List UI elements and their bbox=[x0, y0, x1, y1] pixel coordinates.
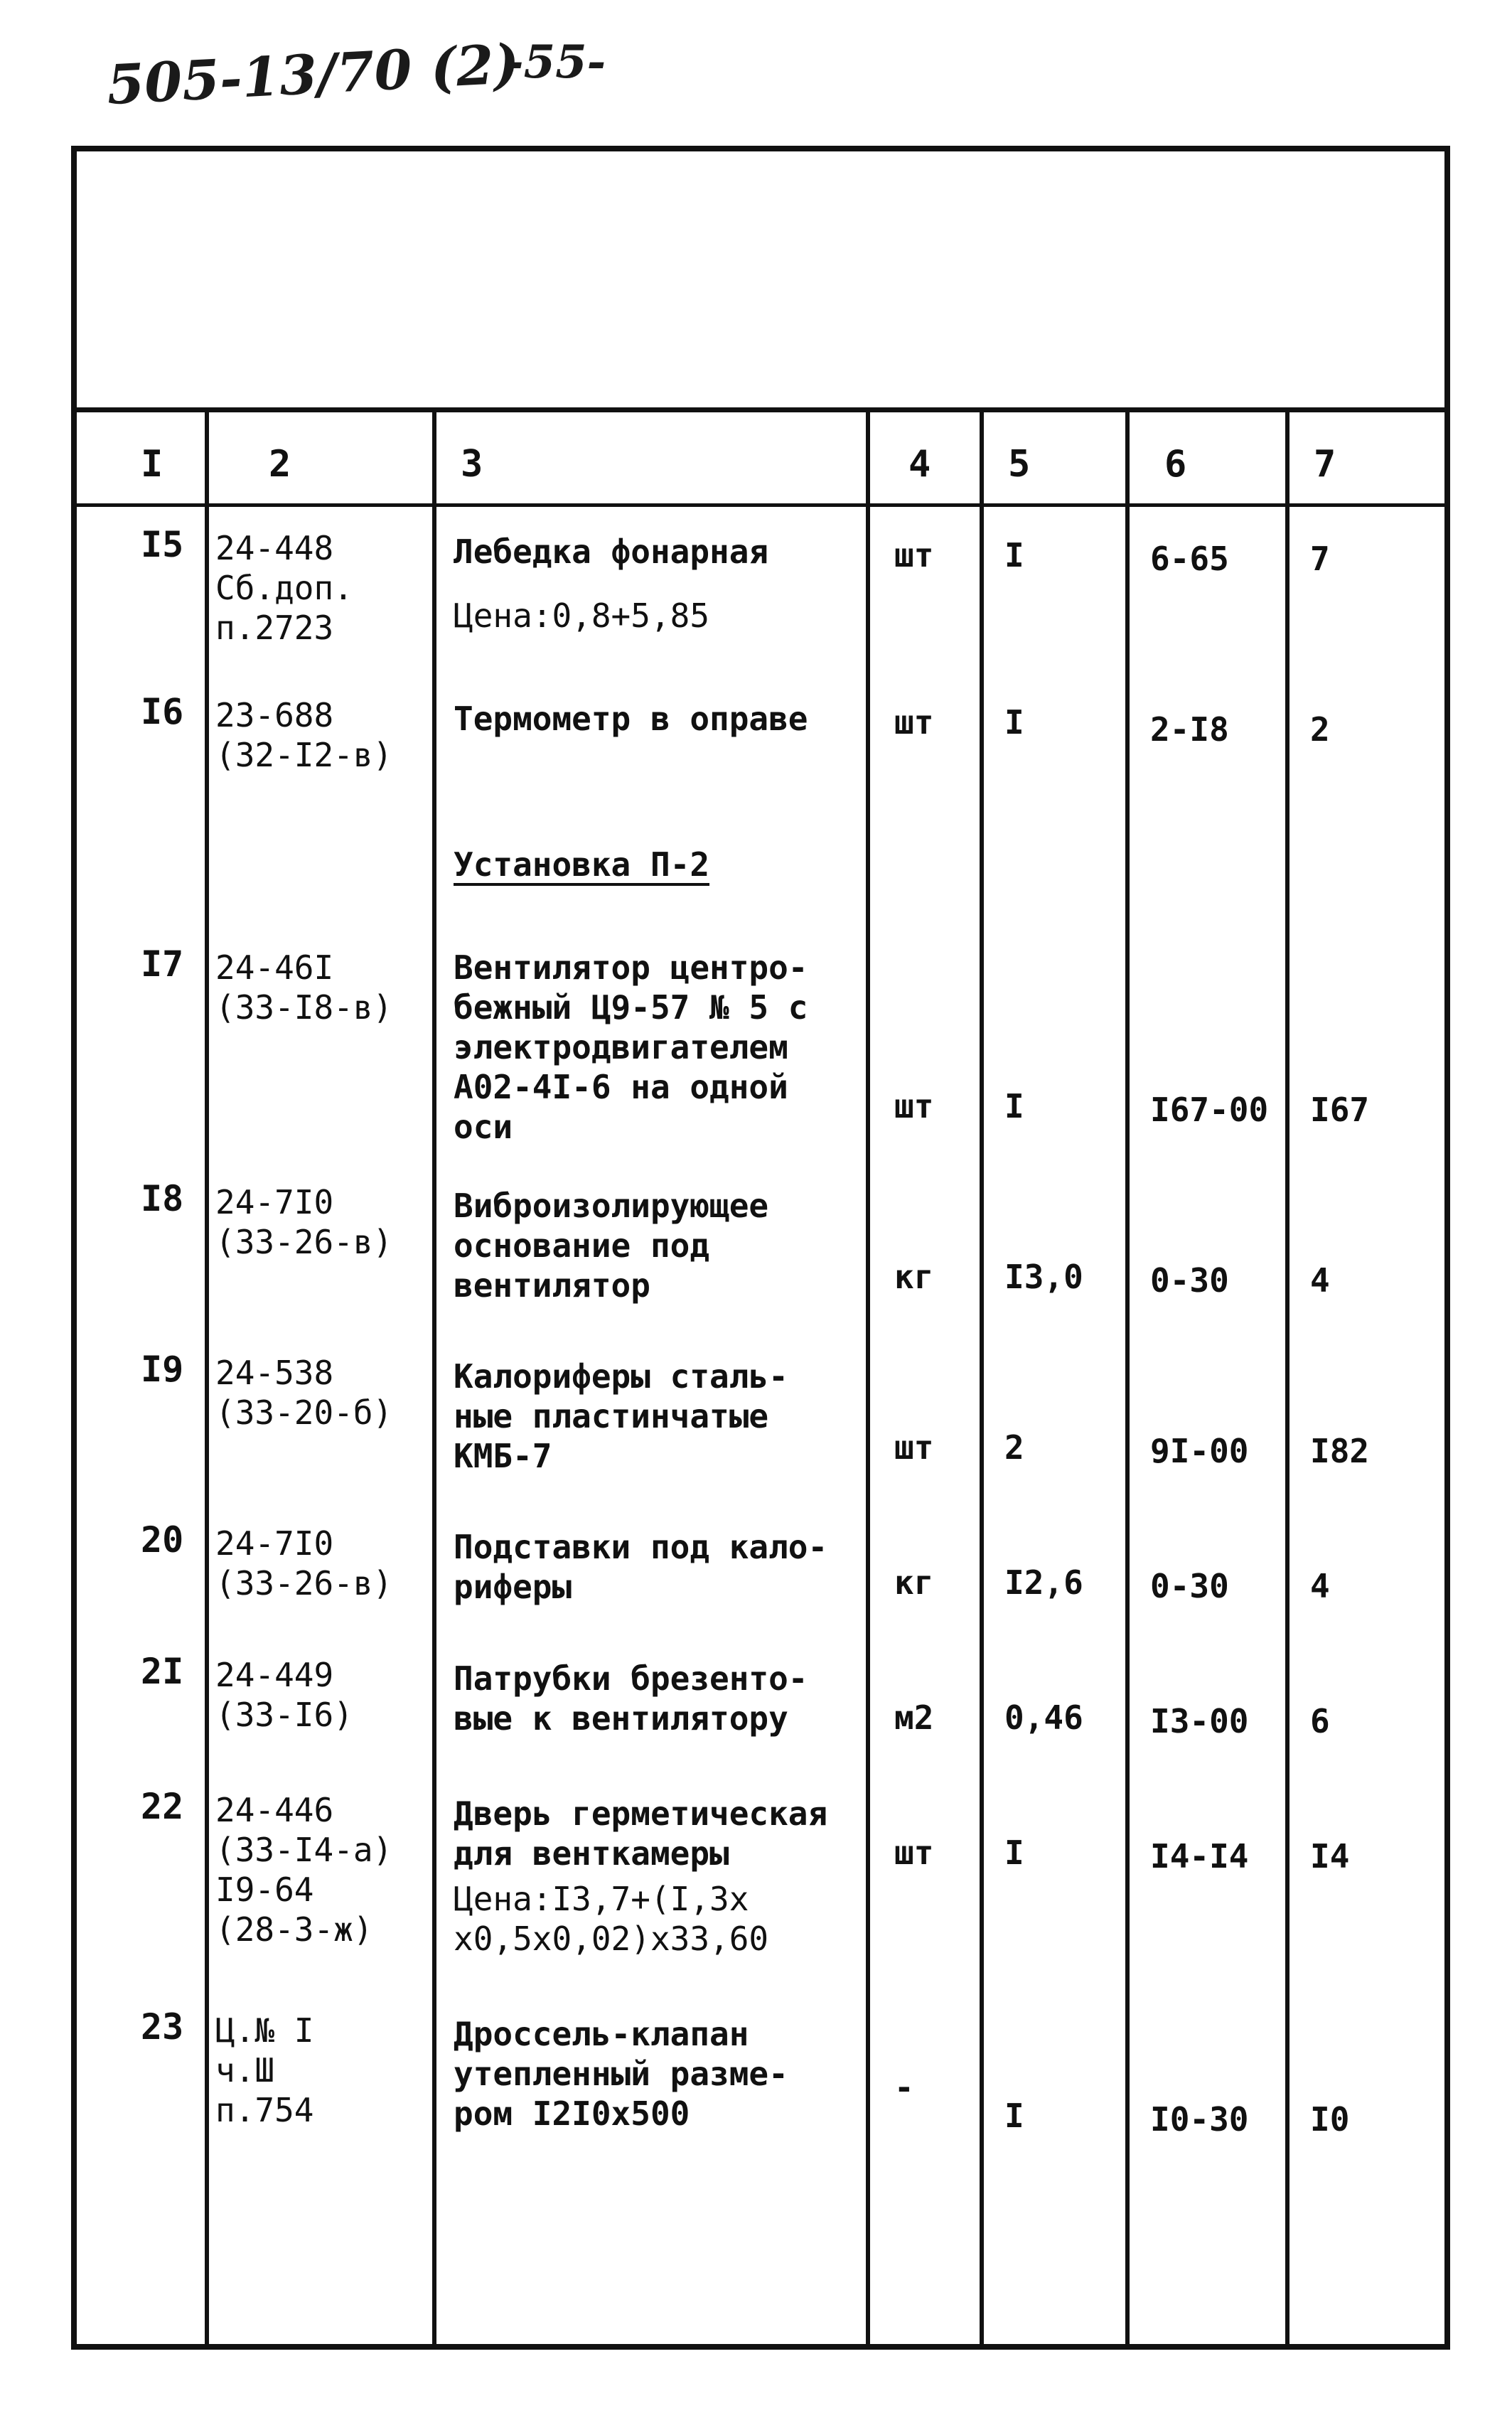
column-divider bbox=[980, 409, 984, 2344]
column-header: I bbox=[141, 443, 163, 486]
row-unit: м2 bbox=[894, 1698, 934, 1737]
row-name: Калориферы сталь- ные пластинчатые КМБ-7 bbox=[454, 1357, 788, 1475]
row-price: 9I-00 bbox=[1150, 1432, 1249, 1470]
row-name: Виброизолирующее основание под вентилятор bbox=[454, 1187, 769, 1305]
row-number: 20 bbox=[141, 1519, 184, 1561]
row-total: 4 bbox=[1310, 1261, 1330, 1300]
row-price: I67-00 bbox=[1150, 1091, 1269, 1129]
row-price: 2-I8 bbox=[1150, 710, 1229, 749]
row-unit: шт bbox=[894, 1428, 934, 1467]
column-header: 3 bbox=[461, 443, 483, 486]
row-name: Лебедка фонарная bbox=[454, 533, 769, 571]
row-price: 0-30 bbox=[1150, 1567, 1229, 1605]
row-qty: 0,46 bbox=[1004, 1698, 1083, 1737]
row-number: I6 bbox=[141, 691, 184, 732]
row-total: I0 bbox=[1310, 2100, 1350, 2139]
row-number: I7 bbox=[141, 943, 184, 985]
header-separator bbox=[77, 407, 1444, 412]
row-qty: I2,6 bbox=[1004, 1563, 1083, 1602]
row-total: 4 bbox=[1310, 1567, 1330, 1605]
row-qty: I bbox=[1004, 536, 1024, 574]
column-header: 5 bbox=[1008, 443, 1031, 486]
row-name: Термометр в оправе bbox=[454, 700, 808, 738]
column-divider bbox=[1285, 409, 1290, 2344]
column-header: 7 bbox=[1314, 443, 1336, 486]
column-header: 2 bbox=[269, 443, 291, 486]
row-total: I67 bbox=[1310, 1091, 1370, 1129]
row-number: I5 bbox=[141, 524, 184, 565]
row-unit: кг bbox=[894, 1258, 934, 1296]
row-price: I0-30 bbox=[1150, 2100, 1249, 2139]
row-name: Дверь герметическая для венткамеры bbox=[454, 1794, 828, 1873]
column-divider bbox=[866, 409, 870, 2344]
row-unit: шт bbox=[894, 1834, 934, 1872]
table-frame bbox=[71, 146, 1450, 2350]
row-note: Цена:I3,7+(I,3х х0,5х0,02)х33,60 bbox=[454, 1880, 769, 1958]
page-number: -55- bbox=[505, 36, 606, 89]
row-total: 6 bbox=[1310, 1702, 1330, 1740]
row-price: 0-30 bbox=[1150, 1261, 1229, 1300]
row-number: 2I bbox=[141, 1651, 184, 1692]
row-name: Подставки под кало- риферы bbox=[454, 1528, 828, 1606]
row-price: I3-00 bbox=[1150, 1702, 1249, 1740]
section-title: Установка П-2 bbox=[454, 845, 710, 884]
row-qty: 2 bbox=[1004, 1428, 1024, 1467]
row-name: Вентилятор центро- бежный Ц9-57 № 5 с электродвигателем А02-4I-6 на одной оси bbox=[454, 948, 808, 1146]
row-note: Цена:0,8+5,85 bbox=[454, 596, 710, 635]
row-unit: шт bbox=[894, 1087, 934, 1125]
row-code: Ц.№ I ч.Ш п.754 bbox=[215, 2011, 314, 2129]
row-unit: шт bbox=[894, 536, 934, 574]
row-code: 24-7I0 (33-26-в) bbox=[215, 1183, 393, 1261]
row-code: 24-448 Сб.доп. п.2723 bbox=[215, 529, 353, 647]
row-code: 23-688 (32-I2-в) bbox=[215, 696, 393, 774]
row-number: 22 bbox=[141, 1786, 184, 1827]
row-number: I9 bbox=[141, 1349, 184, 1390]
column-divider bbox=[432, 409, 436, 2344]
row-number: I8 bbox=[141, 1178, 184, 1219]
row-total: 2 bbox=[1310, 710, 1330, 749]
row-code: 24-7I0 (33-26-в) bbox=[215, 1524, 393, 1602]
row-total: 7 bbox=[1310, 540, 1330, 578]
row-code: 24-446 (33-I4-а) I9-64 (28-3-ж) bbox=[215, 1791, 393, 1949]
column-divider bbox=[205, 409, 209, 2344]
row-unit: кг bbox=[894, 1563, 934, 1602]
column-header: 6 bbox=[1164, 443, 1187, 486]
row-code: 24-46I (33-I8-в) bbox=[215, 948, 393, 1027]
row-qty: I bbox=[1004, 1834, 1024, 1872]
column-header-separator bbox=[77, 503, 1444, 507]
row-unit: шт bbox=[894, 703, 934, 742]
row-qty: I bbox=[1004, 703, 1024, 742]
row-name: Патрубки брезенто- вые к вентилятору bbox=[454, 1659, 808, 1738]
row-qty: I bbox=[1004, 1087, 1024, 1125]
row-price: 6-65 bbox=[1150, 540, 1229, 578]
document-code: 505-13/70 (2) bbox=[105, 31, 521, 117]
row-qty: I bbox=[1004, 2097, 1024, 2135]
row-total: I82 bbox=[1310, 1432, 1370, 1470]
row-unit: - bbox=[894, 2068, 914, 2107]
row-price: I4-I4 bbox=[1150, 1837, 1249, 1875]
row-number: 23 bbox=[141, 2006, 184, 2048]
row-total: I4 bbox=[1310, 1837, 1350, 1875]
row-qty: I3,0 bbox=[1004, 1258, 1083, 1296]
row-name: Дроссель-клапан утепленный разме- ром I2I0х500 bbox=[454, 2015, 788, 2133]
column-divider bbox=[1125, 409, 1130, 2344]
row-code: 24-538 (33-20-б) bbox=[215, 1354, 393, 1432]
row-code: 24-449 (33-I6) bbox=[215, 1656, 353, 1734]
column-header: 4 bbox=[908, 443, 931, 486]
